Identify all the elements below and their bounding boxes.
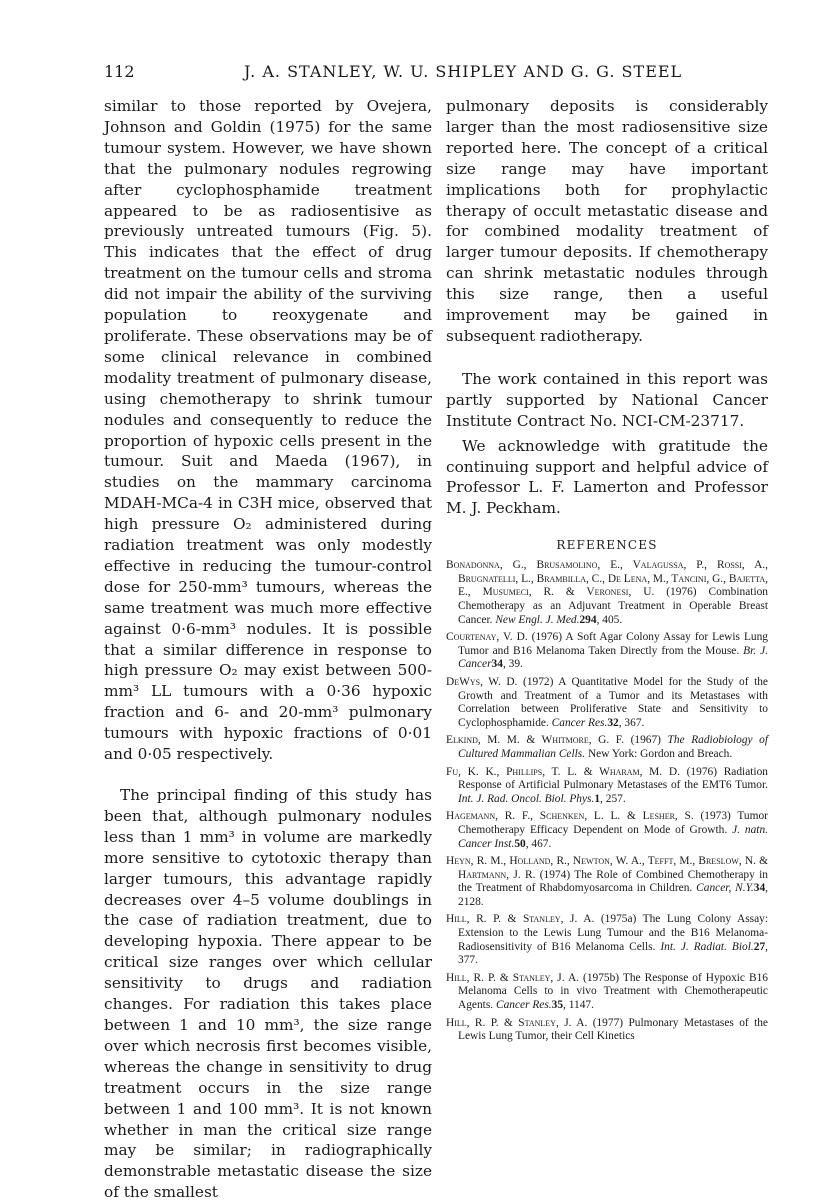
reference-pages: , 405. [596, 613, 623, 626]
reference-entry [446, 559, 768, 627]
reference-entry [446, 972, 768, 1013]
reference-title: (1974) The Role of Combined Chemotherapy in the Treatment of Rhabdomyosarcoma in Children. [458, 868, 768, 895]
reference-entry [446, 855, 768, 909]
references-heading: REFERENCES [556, 538, 658, 553]
reference-title: (1977) Pulmonary Metastases of the Lewis Lung Tumor, their Cell Kinetics [458, 1016, 768, 1043]
reference-volume: 34 [753, 882, 766, 895]
reference-pages: New York: Gordon and Breach. [585, 747, 733, 760]
reference-authors: Courtenay, V. D. [446, 631, 528, 644]
reference-pages: , 2128. [458, 882, 769, 908]
reference-entry [446, 810, 768, 851]
reference-authors: Elkind, M. M. & Whitmore, G. F. [446, 734, 625, 747]
reference-entry [446, 631, 768, 672]
reference-volume: 34 [491, 658, 503, 671]
reference-pages: , 1147. [563, 999, 594, 1012]
reference-pages: , 467. [525, 837, 552, 850]
reference-authors: Hill, R. P. & Stanley, J. A. [446, 913, 595, 926]
reference-entry [446, 676, 768, 730]
reference-title: (1975b) The Response of Hypoxic B16 Melanoma Cells to in vivo Treatment with Chemotherapeutic Agents. [458, 971, 768, 1012]
reference-entry [446, 734, 768, 761]
reference-authors: Hill, R. P. & Stanley, J. A. [446, 971, 580, 984]
reference-authors: Hill, R. P. & Stanley, J. A. [446, 1016, 588, 1029]
reference-entry [446, 913, 768, 967]
reference-journal: The Radiobiology of Cultured Mammalian Cells. [458, 734, 768, 760]
right-column [446, 96, 768, 1048]
reference-volume: 32 [607, 716, 619, 729]
reference-title: (1976) Radiation Response of Artificial Pulmonary Metastases of the EMT6 Tumor. [458, 765, 768, 792]
body-paragraph: pulmonary deposits is considerably larger than the most radiosensitive size reported here. The concept of a critical size range may have important implications both for prophylactic therapy of occult metastatic disease and for combined modality treatment of larger tumour deposits. If chemotherapy can shrink metastatic nodules through this size range, then a useful improvement may be gained in subsequent radiotherapy. [446, 97, 768, 345]
reference-title: (1976) A Soft Agar Colony Assay for Lewis Lung Tumor and B16 Melanoma Taken Directly from the Mouse. [458, 631, 768, 657]
reference-entry [446, 766, 768, 807]
reference-authors: Bonadonna, G., Brusamolino, E., Valagussa, P., Rossi, A., Brugnatelli, L., Brambilla, C., De Lena, M., Tancini, G., Bajetta, E., Musumeci, R. & Veronesi, U. [446, 559, 768, 599]
acknowledgement-funding: The work contained in this report was partly supported by National Cancer Institute Contract No. NCI-CM-23717. [446, 369, 768, 430]
body-paragraph: similar to those reported by Ovejera, Johnson and Goldin (1975) for the same tumour system. However, we have shown that the pulmonary nodules regrowing after cyclophosphamide treatment appeared to be as radiosentisive as previously untreated tumours (Fig. 5). This indicates that the effect of drug treatment on the tumour cells and stroma did not impair the ability of the surviving population to reoxygenate and proliferate. These observations may be of some clinical relevance in combined modality treatment of pulmonary disease, using chemotherapy to shrink tumour nodules and consequently to reduce the proportion of hypoxic cells present in the tumour. Suit and Maeda (1967), in studies on the mammary carcinoma MDAH-MCa-4 in C3H mice, observed that high pressure O₂ administered during radiation treatment was only modestly effective in reducing the tumour-control dose for 250-mm³ tumours, whereas the same treatment was much more effective against 0·6-mm³ nodules. It is possible that a similar difference in response to high pressure O₂ may exist between 500-mm³ LL tumours with a 0·36 hypoxic fraction and 6- and 20-mm³ pulmonary tumours with hypoxic fractions of 0·01 and 0·05 respectively. [104, 97, 432, 764]
reference-volume: 1 [594, 792, 601, 805]
reference-pages: , 377. [458, 940, 769, 967]
reference-journal: Int. J. Rad. Oncol. Biol. Phys. [458, 792, 595, 805]
reference-volume: 50 [514, 837, 526, 850]
reference-title: (1972) A Quantitative Model for the Study of the Growth and Treatment of a Tumor and its Metastases with Correlation between Proliferative State and Sensitivity to Cyclophosphamide. [458, 675, 768, 729]
reference-authors: Fu, K. K., Phillips, T. L. & Wharam, M. D. [446, 765, 680, 778]
reference-title: (1967) [624, 734, 668, 747]
reference-title: (1973) Tumor Chemotherapy Efficacy Dependent on Mode of Growth. [458, 810, 768, 836]
reference-authors: DeWys, W. D. [446, 675, 518, 688]
reference-volume: 27 [753, 940, 766, 953]
reference-pages: , 39. [502, 658, 523, 671]
reference-title: (1975a) The Lung Colony Assay: Extension to the Lewis Lung Tumour and the B16 Melanoma-Radiosensitivity of B16 Melanoma Cells. [458, 913, 768, 953]
reference-journal: Int. J. Radiat. Biol. [660, 940, 754, 953]
reference-authors: Hagemann, R. F., Schenken, L. L. & Lesher, S. [446, 810, 694, 823]
reference-pages: , 367. [618, 716, 645, 729]
body-paragraph: The principal finding of this study has been that, although pulmonary nodules less than 1 mm³ in volume are markedly more sensitive to cytotoxic therapy than larger tumours, this advantage rapidly decreases over 4–5 volume doublings in the case of radiation treatment, due to developing hypoxia. There appear to be critical size ranges over which cellular sensitivity to drugs and radiation changes. For radiation this takes place between 1 and 10 mm³, the size range over which necrosis first becomes visible, whereas the change in sensitivity to drug treatment occurs in the size range between 1 and 100 mm³. It is not known whether in man the critical size range may be similar; in radiographically demonstrable metastatic disease the size of the smallest [104, 786, 432, 1202]
reference-pages: , 257. [600, 792, 626, 805]
reference-title: (1976) Combination Chemotherapy as an Adjuvant Treatment in Operable Breast Cancer. [458, 586, 768, 626]
page-number: 112 [104, 62, 135, 81]
reference-list [446, 559, 768, 1044]
reference-journal: Cancer, N.Y. [696, 882, 754, 895]
reference-journal: Cancer Res. [495, 999, 552, 1012]
reference-authors: Heyn, R. M., Holland, R., Newton, W. A., Tefft, M., Breslow, N. & Hartmann, J. R. [446, 855, 768, 881]
reference-journal: Br. J. Cancer [458, 644, 768, 671]
reference-entry [446, 1017, 768, 1044]
running-head-authors: J. A. STANLEY, W. U. SHIPLEY AND G. G. STEEL [244, 62, 683, 81]
running-header [104, 62, 718, 84]
reference-journal: New Engl. J. Med. [495, 613, 580, 626]
reference-volume: 35 [551, 999, 564, 1012]
left-column [104, 96, 432, 1203]
reference-journal: J. natn. Cancer Inst. [458, 823, 768, 850]
reference-journal: Cancer Res. [551, 716, 608, 729]
acknowledgement-thanks: We acknowledge with gratitude the continuing support and helpful advice of Professor L. F. Lamerton and Professor M. J. Peckham. [446, 436, 768, 518]
reference-volume: 294 [579, 613, 597, 626]
